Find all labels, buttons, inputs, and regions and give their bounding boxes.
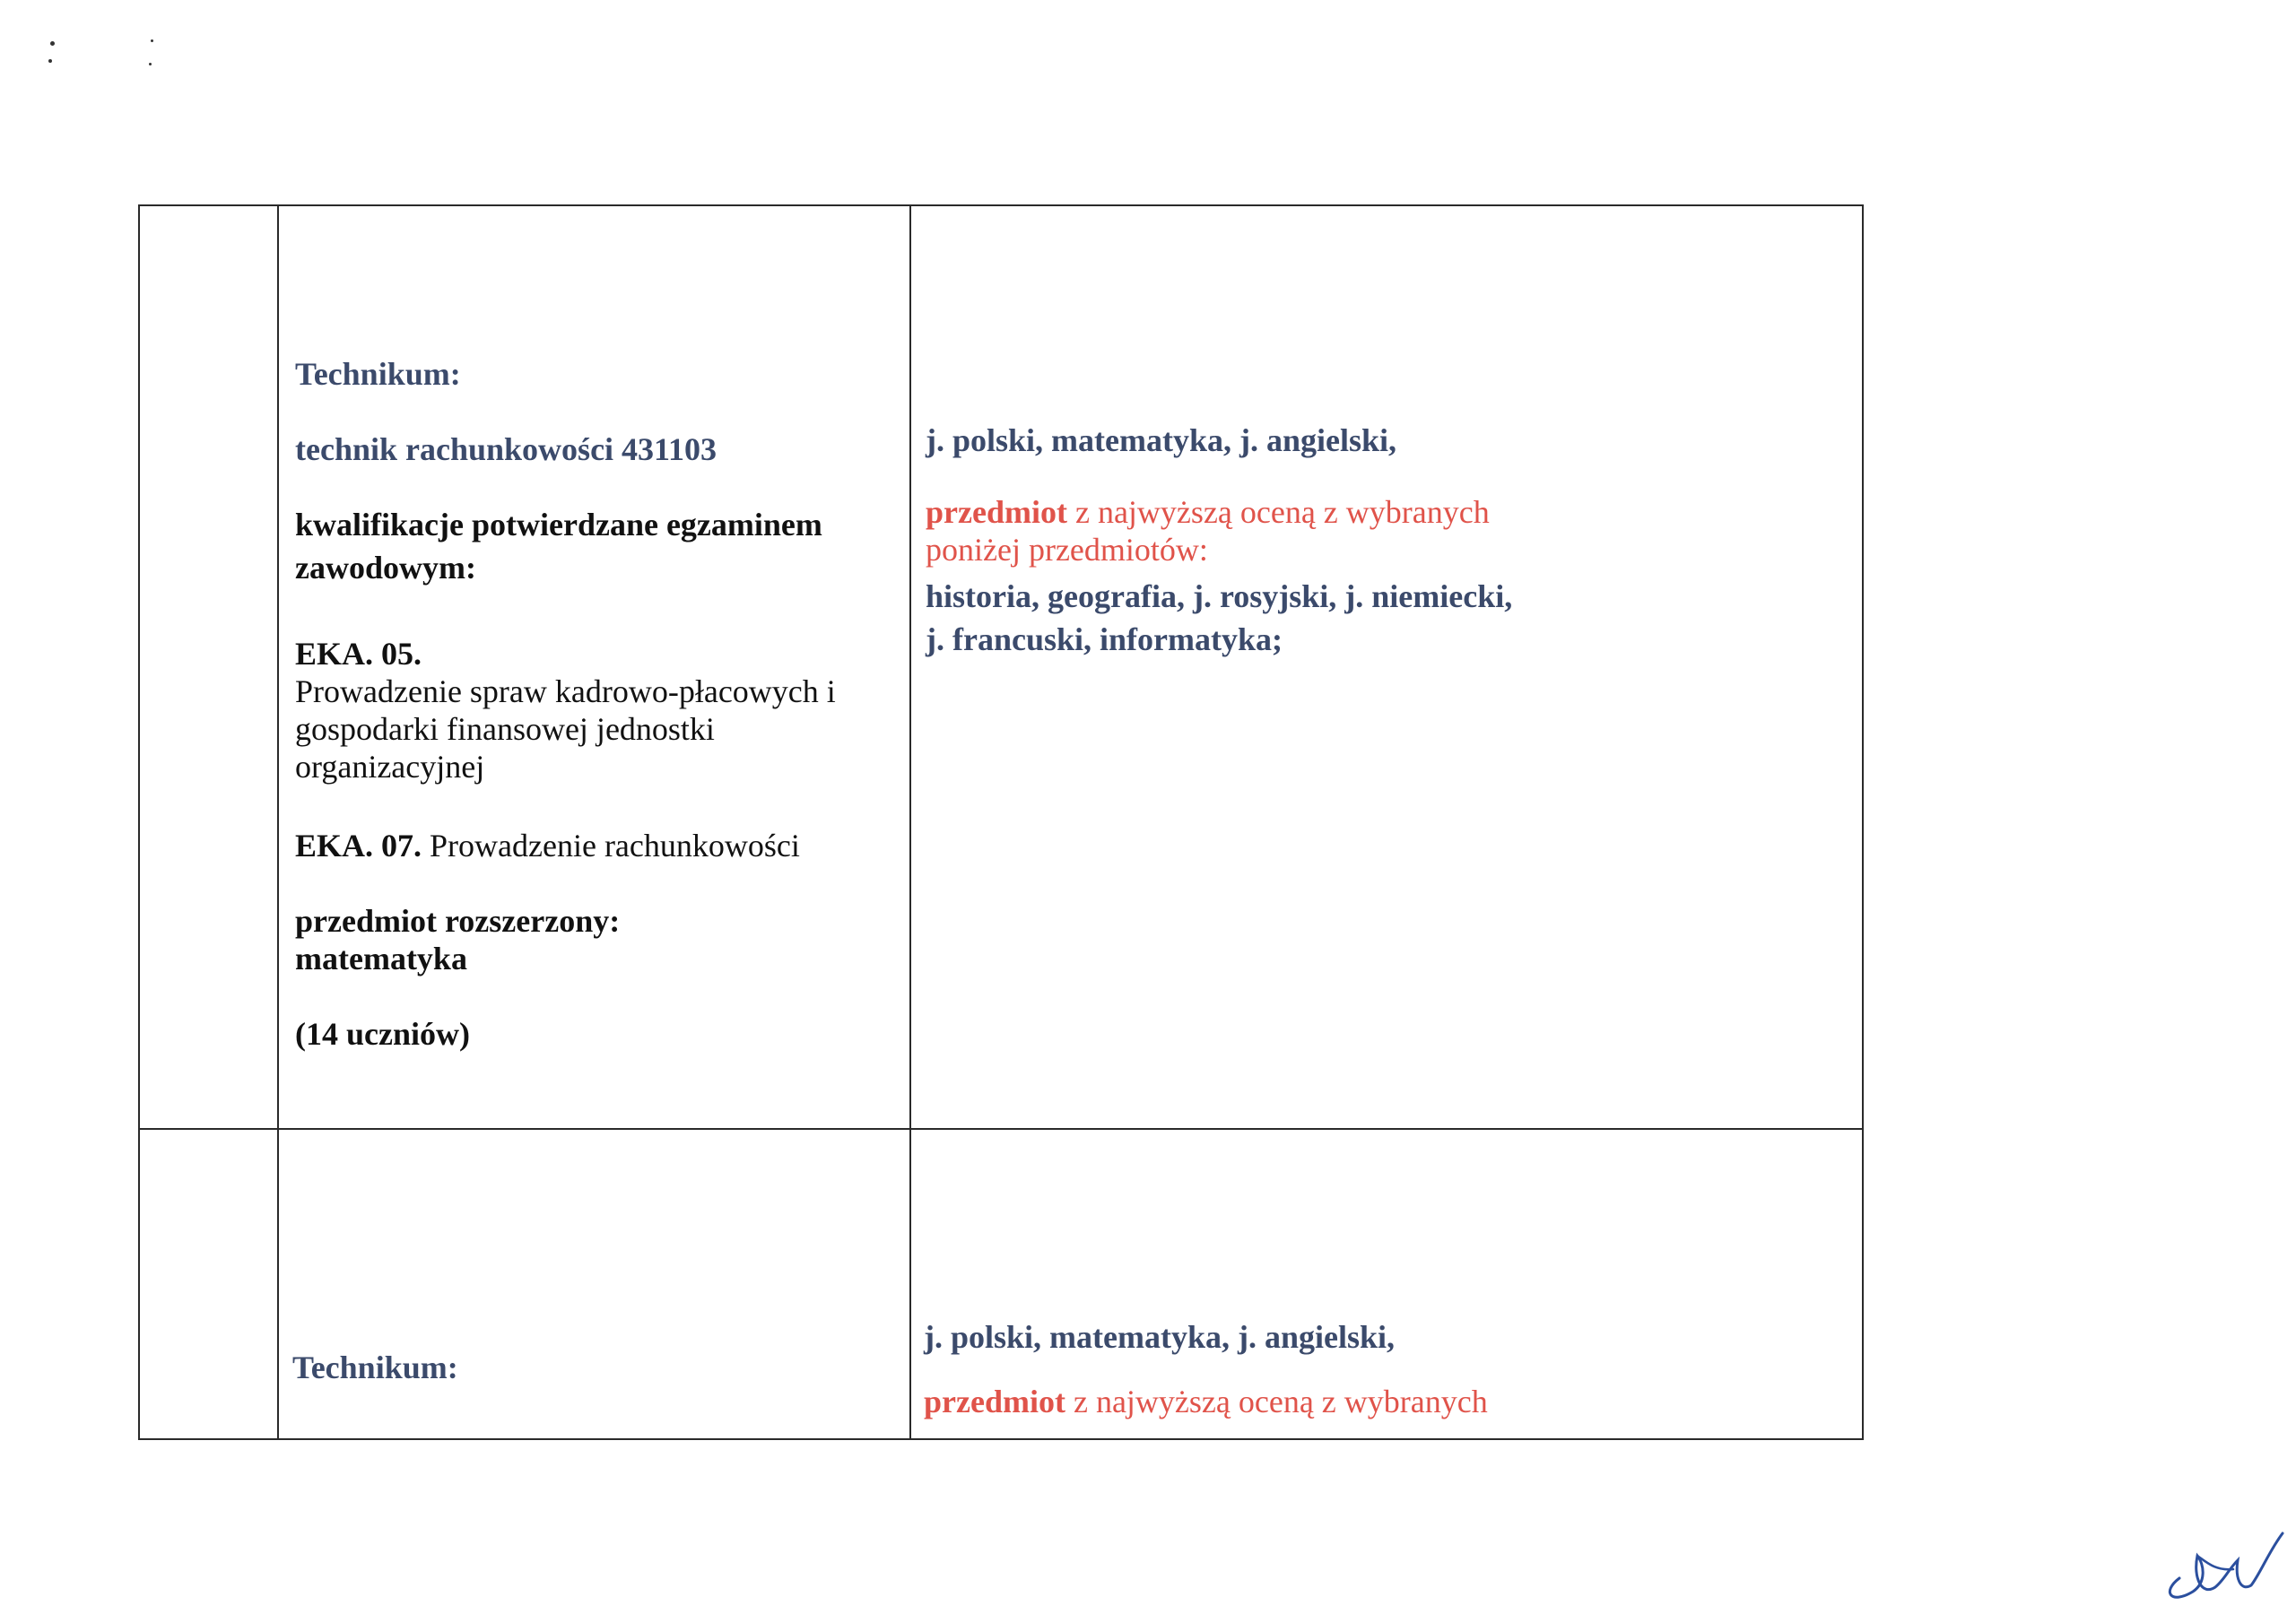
row2-program-cell — [292, 1130, 902, 1438]
extended-subject-name: matematyka — [295, 941, 467, 976]
chosen-subject-line1 — [924, 1383, 1488, 1420]
student-count: (14 uczniów) — [295, 1016, 470, 1052]
handwritten-signature — [2152, 1524, 2287, 1605]
qualifications-heading-line2: zawodowym: — [295, 550, 476, 586]
row1-program-cell — [295, 204, 905, 1128]
scan-speck — [151, 39, 153, 42]
qualification-eka05-line3: organizacyjnej — [295, 749, 485, 785]
chosen-subject-rest: z najwyższą oceną z wybranych — [1065, 1384, 1488, 1419]
table-border-bottom — [138, 1438, 1864, 1440]
core-subjects: j. polski, matematyka, j. angielski, — [926, 422, 1397, 458]
chosen-subject-keyword: przedmiot — [924, 1384, 1065, 1419]
qualification-eka07-name: Prowadzenie rachunkowości — [422, 828, 800, 864]
subject-list-line1: historia, geografia, j. rosyjski, j. niemiecki, — [926, 578, 1513, 614]
row2-subjects-cell — [924, 1130, 1848, 1438]
chosen-subject-keyword: przedmiot — [926, 494, 1067, 530]
qualification-eka07-code: EKA. 07. — [295, 828, 422, 864]
school-type: Technikum: — [295, 356, 461, 392]
scan-speck — [48, 59, 52, 63]
chosen-subject-rest: z najwyższą oceną z wybranych — [1066, 494, 1490, 530]
qualification-eka05-line1: Prowadzenie spraw kadrowo-płacowych i — [295, 673, 836, 709]
subject-list-line2-a: j. francuski, — [926, 621, 1100, 657]
scan-speck — [149, 63, 152, 65]
qualification-eka07 — [295, 827, 800, 864]
subject-list-line2-b: informatyka; — [1100, 621, 1283, 657]
chosen-subject-line1 — [926, 493, 1490, 531]
school-type: Technikum: — [292, 1350, 458, 1385]
core-subjects: j. polski, matematyka, j. angielski, — [924, 1319, 1396, 1355]
table-border-left — [138, 204, 140, 1440]
extended-subject-label: przedmiot rozszerzony: — [295, 903, 621, 939]
table-col-divider-1 — [277, 204, 279, 1440]
chosen-subject-line2: poniżej przedmiotów: — [926, 532, 1208, 568]
row1-subjects-cell — [926, 204, 1849, 1128]
document-table — [138, 204, 1864, 1442]
qualification-eka05-code: EKA. 05. — [295, 636, 422, 672]
qualifications-heading-line1: kwalifikacje potwierdzane egzaminem — [295, 507, 822, 542]
qualification-eka05-line2: gospodarki finansowej jednostki — [295, 711, 715, 747]
profession-name: technik rachunkowości 431103 — [295, 431, 718, 467]
table-col-divider-2 — [909, 204, 911, 1440]
subject-list-line2 — [926, 621, 1283, 658]
scan-speck — [50, 41, 55, 46]
table-border-right — [1862, 204, 1864, 1440]
